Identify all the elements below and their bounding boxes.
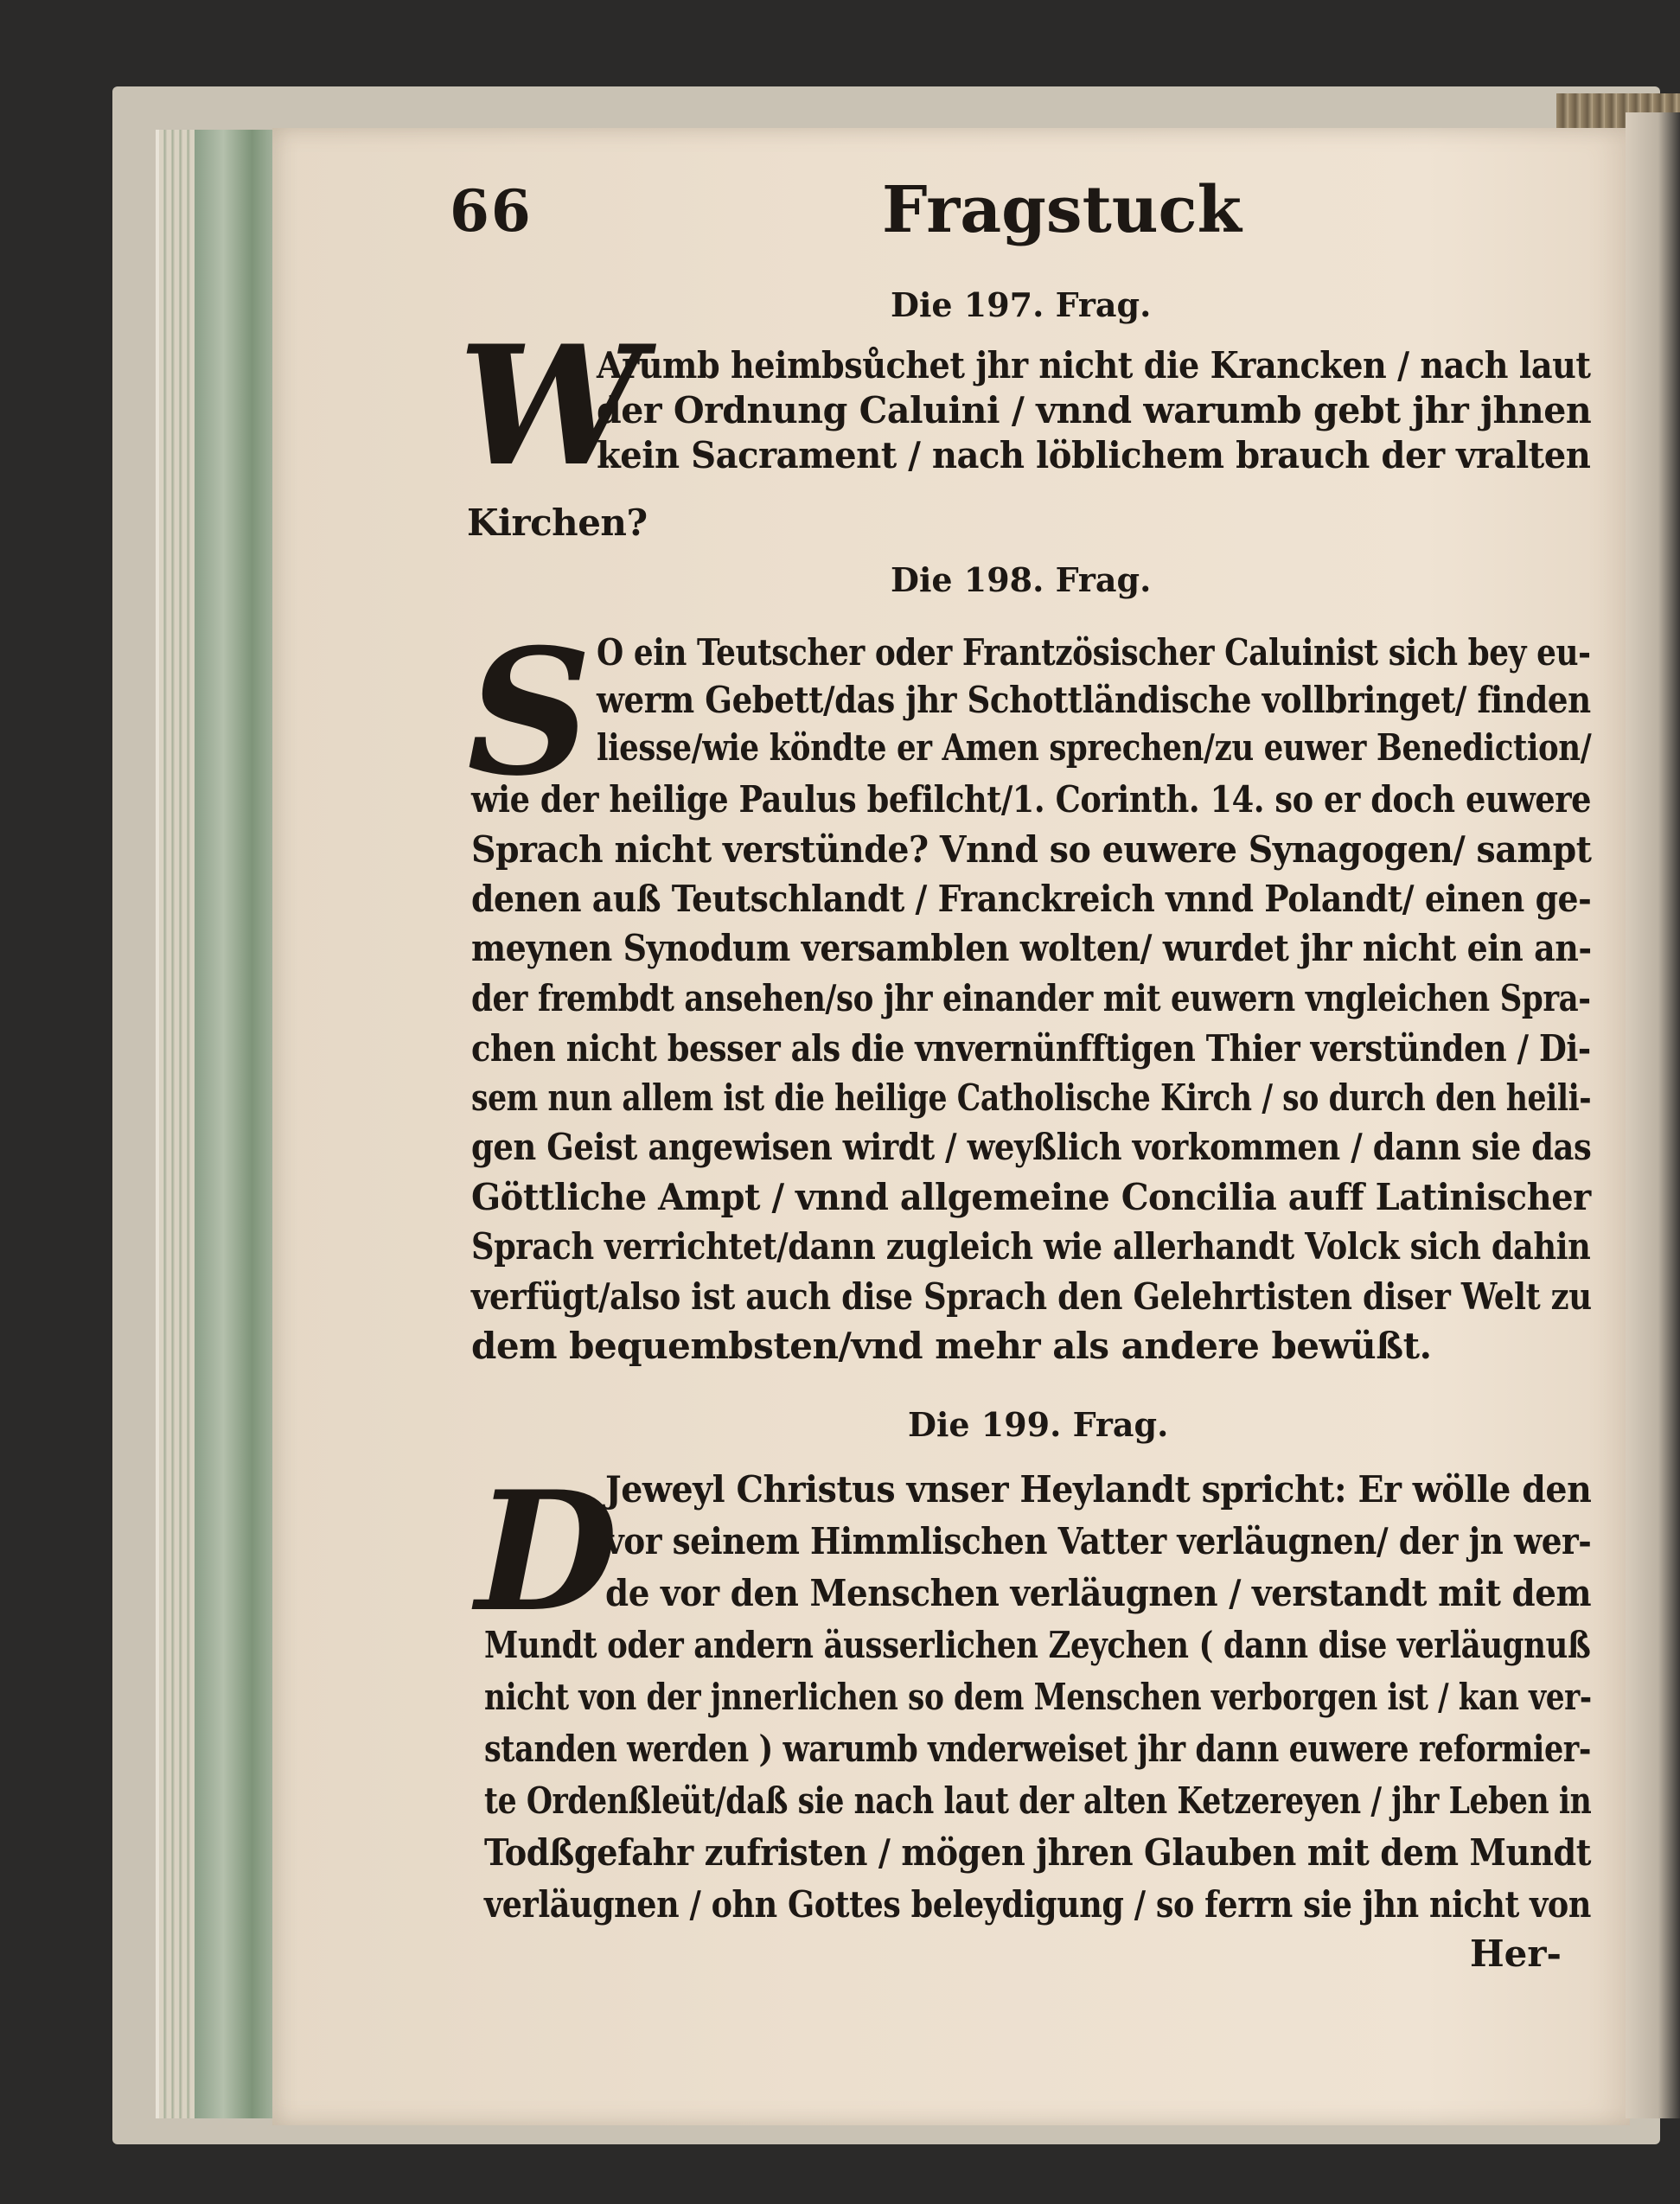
text-line: verläugnen / ohn Gottes beleydigung / so ferrn sie jhn nicht von bbox=[484, 1883, 1591, 1926]
text-line: chen nicht besser als die vnvernünfftigen Thier verstünden / Di- bbox=[471, 1027, 1591, 1070]
text-line: verfügt/also ist auch dise Sprach den Gelehrtisten diser Welt zu bbox=[471, 1275, 1592, 1318]
text-line: Jeweyl Christus vnser Heylandt spricht: Er wölle den bbox=[605, 1468, 1592, 1511]
text-line: Todßgefahr zufristen / mögen jhren Glauben mit dem Mundt bbox=[484, 1831, 1591, 1874]
text-line: de vor den Menschen verläugnen / verstandt mit dem bbox=[605, 1572, 1592, 1614]
page-number: 66 bbox=[450, 177, 533, 245]
text-line: der Ordnung Caluini / vnnd warumb gebt jhr jhnen bbox=[597, 389, 1592, 431]
text-line: gen Geist angewisen wirdt / weyßlich vorkommen / dann sie das bbox=[471, 1126, 1592, 1168]
catchword: Her- bbox=[1470, 1932, 1562, 1975]
text-line: liesse/wie köndte er Amen sprechen/zu euwer Benediction/ bbox=[597, 726, 1592, 769]
page-gutter bbox=[1626, 112, 1680, 2118]
text-line: denen auß Teutschlandt / Franckreich vnnd Polandt/ einen ge- bbox=[471, 878, 1592, 920]
text-line: Sprach nicht verstünde? Vnnd so euwere Synagogen/ sampt bbox=[471, 828, 1592, 871]
text-line: Kirchen? bbox=[467, 501, 648, 544]
drop-initial: S bbox=[467, 611, 592, 815]
text-line: nicht von der jnnerlichen so dem Menschen verborgen ist / kan ver- bbox=[484, 1676, 1592, 1718]
drop-initial: D bbox=[476, 1455, 618, 1648]
text-line: meynen Synodum versamblen wolten/ wurdet jhr nicht ein an- bbox=[471, 927, 1592, 969]
text-line: te Ordenßleüt/daß sie nach laut der alten Ketzereyen / jhr Leben in bbox=[484, 1779, 1592, 1822]
text-line: Mundt oder andern äusserlichen Zeychen ( dann dise verläugnuß bbox=[484, 1624, 1591, 1666]
drop-initial: W bbox=[458, 310, 643, 502]
text-line: dem bequembsten/vnd mehr als andere bewüßt. bbox=[471, 1325, 1432, 1367]
text-line: O ein Teutscher oder Frantzösischer Caluinist sich bey eu- bbox=[597, 631, 1591, 674]
question-heading: Die 199. Frag. bbox=[908, 1405, 1169, 1444]
green-page-edge bbox=[195, 130, 277, 2118]
text-line: wie der heilige Paulus befilcht/1. Corinth. 14. so er doch euwere bbox=[471, 778, 1592, 821]
text-line: werm Gebett/das jhr Schottländische vollbringet/ finden bbox=[597, 679, 1591, 721]
running-title: Fragstuck bbox=[882, 173, 1242, 247]
text-line: Sprach verrichtet/dann zugleich wie allerhandt Volck sich dahin bbox=[471, 1225, 1591, 1268]
text-line: standen werden ) warumb vnderweiset jhr dann euwere reformier- bbox=[484, 1728, 1591, 1770]
text-line: Göttliche Ampt / vnnd allgemeine Concilia auff Latinischer bbox=[471, 1176, 1591, 1218]
text-line: sem nun allem ist die heilige Catholische Kirch / so durch den heili- bbox=[471, 1076, 1592, 1119]
question-heading: Die 198. Frag. bbox=[891, 560, 1152, 599]
question-heading: Die 197. Frag. bbox=[891, 285, 1152, 324]
text-line: der frembdt ansehen/so jhr einander mit euwern vngleichen Spra- bbox=[471, 977, 1591, 1019]
text-line: kein Sacrament / nach löblichem brauch der vralten bbox=[597, 434, 1591, 476]
text-line: vor seinem Himmlischen Vatter verläugnen/ der jn wer- bbox=[605, 1520, 1592, 1562]
text-line: Arumb heimbsůchet jhr nicht die Krancken / nach laut bbox=[597, 344, 1591, 386]
